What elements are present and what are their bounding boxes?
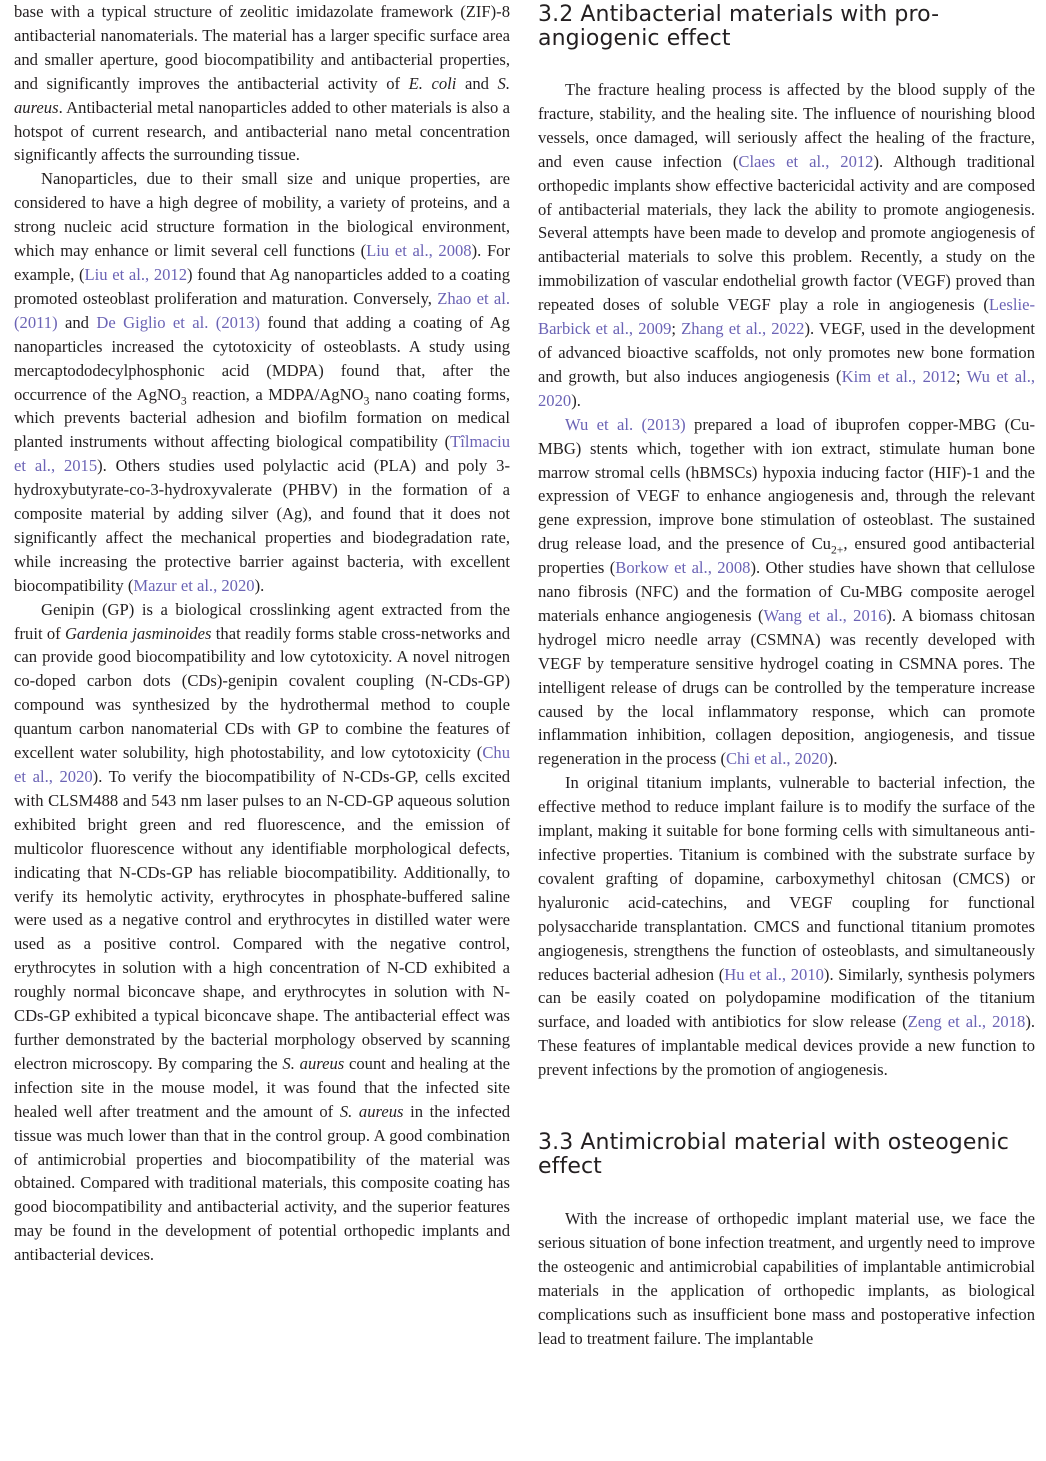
left-column bbox=[14, 0, 510, 1267]
species-name: S. aureus bbox=[282, 1053, 345, 1073]
citation-link[interactable]: Mazur et al., 2020 bbox=[133, 575, 255, 595]
paragraph-titanium-implants: In original titanium implants, vulnerable to bacterial infection, the effective method to reduce implant failure is to modify the surface of the implant, making it suitable for bone forming cells with simultaneous anti-infective properties. Titanium is combined with the substrate surface by covalent grafting of dopamine, carboxymethyl chitosan (CMCS) or hyaluronic acid-catechins, and VEGF coupling for functional polysaccharide transplantation. CMCS and functional titanium promotes angiogenesis, strengthens the function of osteoblasts, and simultaneously reduces bacterial adhesion (Hu et al., 2010). Similarly, synthesis polymers can be easily coated on polydopamine modification of the titanium surface, and loaded with antibiotics for slow release (Zeng et al., 2018). These features of implantable medical devices provide a new function to prevent infections by the promotion of angiogenesis. bbox=[538, 773, 1035, 1080]
citation-link[interactable]: Claes et al., 2012 bbox=[738, 151, 874, 171]
species-name: S. aureus bbox=[14, 73, 510, 117]
paragraph-fracture-healing: The fracture healing process is affected by the blood supply of the fracture, stability, and the healing site. The influence of nourishing blood vessels, once damaged, will seriously affect the healing of the fracture, and even cause infection (Claes et al., 2012). Although traditional orthopedic implants show effective bactericidal activity and are composed of antibacterial materials, they lack the ability to promote angiogenesis. Several attempts have been made to develop and promote angiogenesis of antibacterial materials to solve this problem. Recently, a study on the immobilization of vascular endothelial growth factor (VEGF) proved than repeated doses of soluble VEGF play a role in angiogenesis (Leslie-Barbick et al., 2009; Zhang et al., 2022). VEGF, used in the development of advanced bioactive scaffolds, not only promotes new bone formation and growth, but also induces angiogenesis (Kim et al., 2012; Wu et al., 2020). bbox=[538, 80, 1036, 410]
citation-link[interactable]: Tîlmaciu et al., 2015 bbox=[14, 432, 510, 476]
citation-link[interactable]: Leslie-Barbick et al., 2009 bbox=[538, 295, 1035, 339]
section-heading-3-3: 3.3 Antimicrobial material with osteogenic effect bbox=[538, 1130, 1009, 1180]
citation-link[interactable]: Zeng et al., 2018 bbox=[907, 1012, 1026, 1032]
paragraph-zif8: base with a typical structure of zeolitic imidazolate framework (ZIF)-8 antibacterial nanomaterials. The material has a larger specific surface area and smaller aperture, good biocompatibility and antibacterial properties, and significantly improves the antibacterial activity of E. coli and S. aureus. Antibacterial metal nanoparticles added to other materials is also a hotspot of current research, and antibacterial nano metal concentration significantly affects the surrounding tissue. bbox=[14, 2, 510, 165]
paragraph-genipin: Genipin (GP) is a biological crosslinking agent extracted from the fruit of Gardenia jasminoides that readily forms stable cross-networks and can provide good biocompatibility and low cytotoxicity. A novel nitrogen co-doped carbon dots (CDs)-genipin covalent coupling (N-CDs-GP) compound was synthesized by the hydrothermal method to couple quantum carbon nanomaterial CDs with GP to combine the features of excellent water solubility, high photostability, and low cytotoxicity (Chu et al., 2020). To verify the biocompatibility of N-CDs-GP, cells excited with CLSM488 and 543 nm laser pulses to an N-CD-GP aqueous solution exhibited bright green and red fluorescence, and the emission of multicolor fluorescence without any identifiable morphological defects, indicating that N-CDs-GP has reliable biocompatibility. Additionally, to verify its hemolytic activity, erythrocytes in phosphate-buffered saline were used as a negative control and erythrocytes in distilled water were used as a positive control. Compared with the negative control, erythrocytes in solution with a high concentration of N-CD exhibited a roughly normal biconcave shape, and erythrocytes in solution with N-CDs-GP exhibited a typical biconcave shape. The antibacterial effect was further demonstrated by the bacterial morphology observed by scanning electron microscopy. By comparing the S. aureus count and healing at the infection site in the mouse model, it was found that the infected site healed well after treatment and the amount of S. aureus in the infected tissue was much lower than that in the control group. A good combination of antimicrobial properties and biocompatibility of the material was obtained. Compared with traditional materials, this composite coating has good biocompatibility and antibacterial activity, and the superior features may be found in the development of potential orthopedic implants and antibacterial devices. bbox=[14, 599, 511, 1265]
species-name: E. coli bbox=[408, 73, 457, 93]
citation-link[interactable]: Liu et al., 2008 bbox=[366, 241, 472, 261]
citation-link[interactable]: Wu et al., 2020 bbox=[538, 366, 1036, 410]
section-heading-3-2: 3.2 Antibacterial materials with pro-angiogenic effect bbox=[538, 2, 940, 51]
citation-link[interactable]: Liu et al., 2012 bbox=[84, 264, 188, 284]
citation-link[interactable]: Wu et al. (2013) bbox=[565, 414, 686, 434]
paragraph-nanoparticles: Nanoparticles, due to their small size and unique properties, are considered to have a high degree of mobility, a variety of proteins, and a strong nucleic acid structure formation in the biological environment, which may enhance or limit several cell functions (Liu et al., 2008). For example, (Liu et al., 2012) found that Ag nanoparticles added to a coating promoted osteoblast proliferation and maturation. Conversely, Zhao et al. (2011) and De Giglio et al. (2013) found that adding a coating of Ag nanoparticles increased the cytotoxicity of osteoblasts. A study using mercaptododecylphosphonic acid (MDPA) found that, after the occurrence of the AgNO$_3$ reaction, a MDPA/AgNO$_3$ nano coating forms, which prevents bacterial adhesion and biofilm formation on medical planted instruments without affecting biological compatibility (Tîlmaciu et al., 2015). Others studies used polylactic acid (PLA) and poly 3-hydroxybutyrate-co-3-hydroxyvalerate (PHBV) in the formation of a composite material by adding silver (Ag), and found that it does not significantly affect the mechanical properties and biodegradation rate, while increasing the protective barrier against bacteria, with excellent biocompatibility (Mazur et al., 2020). bbox=[14, 169, 511, 595]
citation-link[interactable]: De Giglio et al. (2013) bbox=[96, 312, 261, 332]
citation-link[interactable]: Zhao et al. (2011) bbox=[14, 288, 510, 332]
citation-link[interactable]: Chi et al., 2020 bbox=[725, 749, 828, 769]
citation-link[interactable]: Hu et al., 2010 bbox=[724, 964, 824, 984]
citation-link[interactable]: Chu et al., 2020 bbox=[14, 743, 510, 786]
citation-link[interactable]: Kim et al., 2012 bbox=[841, 366, 956, 386]
right-column bbox=[538, 0, 1035, 1351]
citation-link[interactable]: Borkow et al., 2008 bbox=[615, 558, 751, 578]
species-name: S. aureus bbox=[339, 1101, 404, 1121]
species-name: Gardenia jasminoides bbox=[64, 623, 212, 643]
citation-link[interactable]: Wang et al., 2016 bbox=[763, 605, 887, 625]
citation-link[interactable]: Zhang et al., 2022 bbox=[681, 319, 805, 339]
paragraph-cu-mbg: Wu et al. (2013) prepared a load of ibuprofen copper-MBG (Cu-MBG) stents which, together with ion extract, stimulate human bone marrow stromal cells (hBMSCs) hypoxia inducing factor (HIF)-1 and the expression of VEGF to enhance angiogenesis and, through the relevant gene expression, improve bone stimulation of osteoblast. The sustained drug release load, and the presence of $Cu_{2+}$, ensured good antibacterial properties (Borkow et al., 2008). Other studies have shown that cellulose nano fibrosis (NFC) and the formation of Cu-MBG composite aerogel materials enhance angiogenesis (Wang et al., 2016). A biomass chitosan hydrogel micro needle array (CSMNA) was recently developed with VEGF by temperature sensitive hydrogel coating in CSMNA pores. The intelligent release of drugs can be controlled by the temperature increase caused by the local inflammatory response, which can promote inflammation inhibition, collagen deposition, angiogenesis, and tissue regeneration in the process (Chi et al., 2020). bbox=[538, 414, 1035, 769]
paragraph-osteogenic: With the increase of orthopedic implant material use, we face the serious situation of bone infection treatment, and urgently need to improve the osteogenic and antimicrobial capabilities of implantable antimicrobial materials in the application of orthopedic implants, as biological complications such as insufficient bone mass and postoperative infection lead to treatment failure. The implantable bbox=[538, 1209, 1035, 1348]
